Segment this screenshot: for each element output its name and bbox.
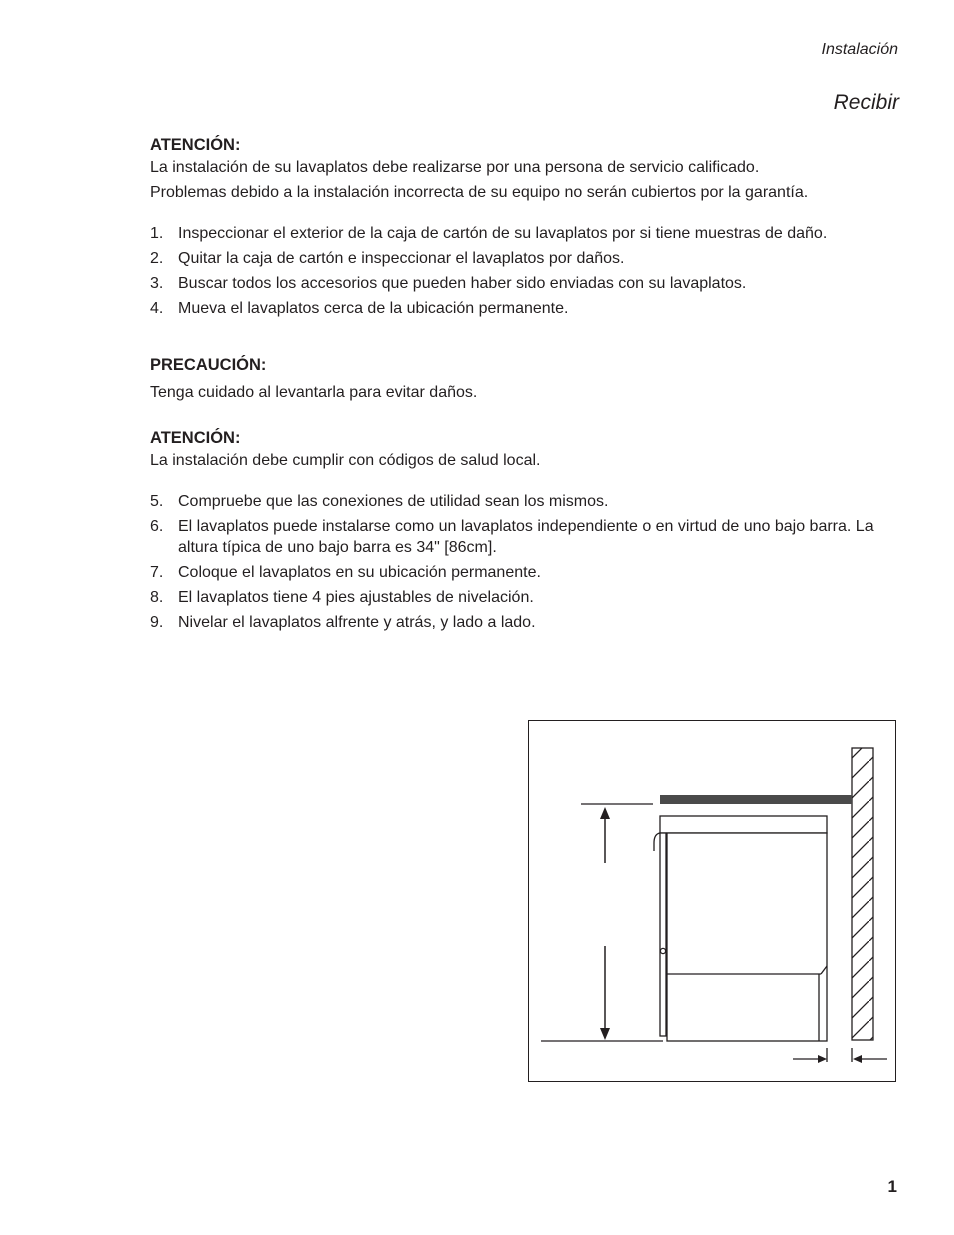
list-item-number: 7.	[150, 564, 164, 581]
list-item-number: 1.	[150, 225, 164, 242]
clearance-arrowhead-left	[853, 1055, 862, 1063]
list-item-text: Inspeccionar el exterior de la caja de cartón de su lavaplatos por si tiene muestras de daño.	[178, 225, 828, 242]
list-item-text: Compruebe que las conexiones de utilidad sean los mismos.	[178, 493, 609, 510]
list-item	[150, 223, 908, 244]
warning-line-2: Problemas debido a la instalación incorrecta de su equipo no serán cubiertos por la garantía.	[150, 184, 809, 201]
warning-text: La instalación debe cumplir con códigos de salud local.	[150, 452, 541, 469]
dishwasher	[654, 816, 827, 1041]
list-item	[150, 587, 908, 608]
list-item-text: Buscar todos los accesorios que pueden haber sido enviadas con su lavaplatos.	[178, 275, 747, 292]
list-item	[150, 273, 908, 294]
list-item-text: El lavaplatos puede instalarse como un lavaplatos independiente o en virtud de uno bajo barra. La altura típica de uno bajo barra es 34" [86cm].	[178, 518, 874, 556]
list-item	[150, 491, 908, 512]
list-item	[150, 562, 908, 583]
list-item-number: 8.	[150, 589, 164, 606]
warning-heading: ATENCIÓN:	[150, 136, 241, 154]
list-item-number: 5.	[150, 493, 164, 510]
list-item-text: Quitar la caja de cartón e inspeccionar el lavaplatos por daños.	[178, 250, 625, 267]
list-item	[150, 516, 908, 558]
warning-heading: ATENCIÓN:	[150, 429, 241, 447]
list-item-number: 3.	[150, 275, 164, 292]
warning-line-1: La instalación de su lavaplatos debe realizarse por una persona de servicio calificado.	[150, 159, 760, 176]
list-item-text: Nivelar el lavaplatos alfrente y atrás, y lado a lado.	[178, 614, 536, 631]
list-item-number: 6.	[150, 518, 164, 535]
list-item-number: 4.	[150, 300, 164, 317]
height-arrowhead-down	[600, 1028, 610, 1040]
clearance-arrowhead-right	[818, 1055, 827, 1063]
countertop	[660, 795, 852, 804]
list-item-number: 9.	[150, 614, 164, 631]
page-number: 1	[887, 1177, 897, 1196]
list-item-text: Mueva el lavaplatos cerca de la ubicación permanente.	[178, 300, 569, 317]
dishwasher-clearance-diagram	[529, 721, 895, 1081]
list-item-number: 2.	[150, 250, 164, 267]
caution-text: Tenga cuidado al levantarla para evitar daños.	[150, 384, 478, 401]
page-title: Recibir	[833, 91, 899, 114]
steps-list-2	[150, 491, 908, 637]
steps-list-1	[150, 223, 908, 323]
header-section-label: Instalación	[821, 41, 898, 58]
warning-text	[150, 155, 808, 205]
height-arrowhead-up	[600, 807, 610, 819]
installation-diagram	[528, 720, 896, 1082]
list-item-text: El lavaplatos tiene 4 pies ajustables de nivelación.	[178, 589, 534, 606]
wall	[852, 748, 873, 1040]
list-item	[150, 298, 908, 319]
caution-heading: PRECAUCIÓN:	[150, 356, 267, 374]
list-item-text: Coloque el lavaplatos en su ubicación permanente.	[178, 564, 541, 581]
list-item	[150, 612, 908, 633]
list-item	[150, 248, 908, 269]
